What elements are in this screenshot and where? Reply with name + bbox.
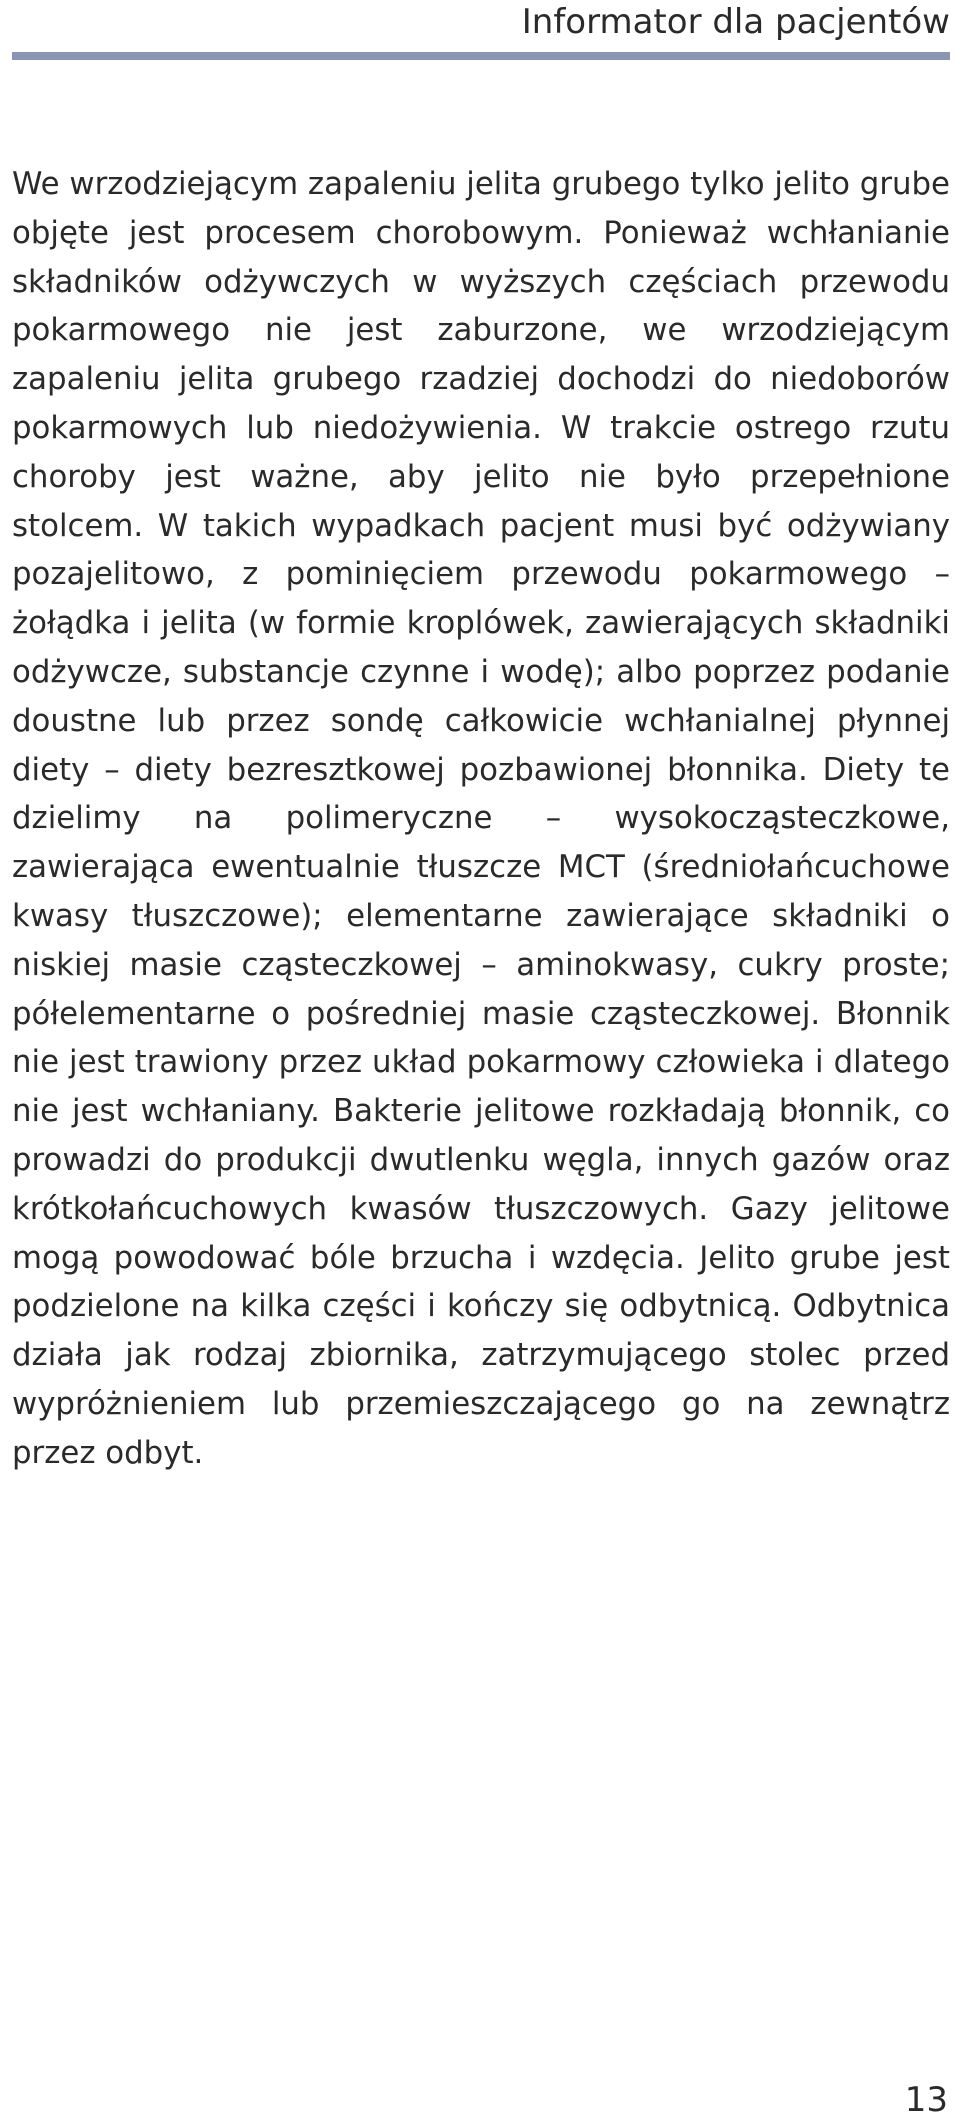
body-paragraph: We wrzodziejącym zapaleniu jelita grubego tylko jelito grube objęte jest procesem chorobowym. Ponieważ wchłanianie składników odżywczych w wyższych częściach przewodu pokarmowego nie jest zaburzone, we wrzodziejącym zapaleniu jelita grubego rzadziej dochodzi do niedoborów pokarmowych lub niedożywienia. W trakcie ostrego rzutu choroby jest ważne, aby jelito nie było przepełnione stolcem. W takich wypadkach pacjent musi być odżywiany pozajelitowo, z pominięciem przewodu pokarmowego – żołądka i jelita (w formie kroplówek, zawierających składniki odżywcze, substancje czynne i wodę); albo poprzez podanie doustne lub przez sondę całkowicie wchłanialnej płynnej diety – diety bezresztkowej pozbawionej błonnika. Diety te dzielimy na polimeryczne – wysokocząsteczkowe, zawierająca ewentualnie tłuszcze MCT (średniołańcuchowe kwasy tłuszczowe); elementarne zawierające składniki o niskiej masie cząsteczkowej – aminokwasy, cukry proste; półelementarne o pośredniej masie cząsteczkowej. Błonnik nie jest trawiony przez układ pokarmowy człowieka i dlatego nie jest wchłaniany. Bakterie jelitowe rozkładają błonnik, co prowadzi do produkcji dwutlenku węgla, innych gazów oraz krótkołańcuchowych kwasów tłuszczowych. Gazy jelitowe mogą powodować bóle brzucha i wzdęcia. Jelito grube jest podzielone na kilka części i kończy się odbytnicą. Odbytnica działa jak rodzaj zbiornika, zatrzymującego stolec przed wypróżnieniem lub przemieszczającego go na zewnątrz przez odbyt. (12, 166, 950, 1471)
page-number: 13 (904, 2080, 948, 2120)
header-divider (12, 52, 950, 60)
running-header-title: Informator dla pacjentów (521, 2, 950, 42)
